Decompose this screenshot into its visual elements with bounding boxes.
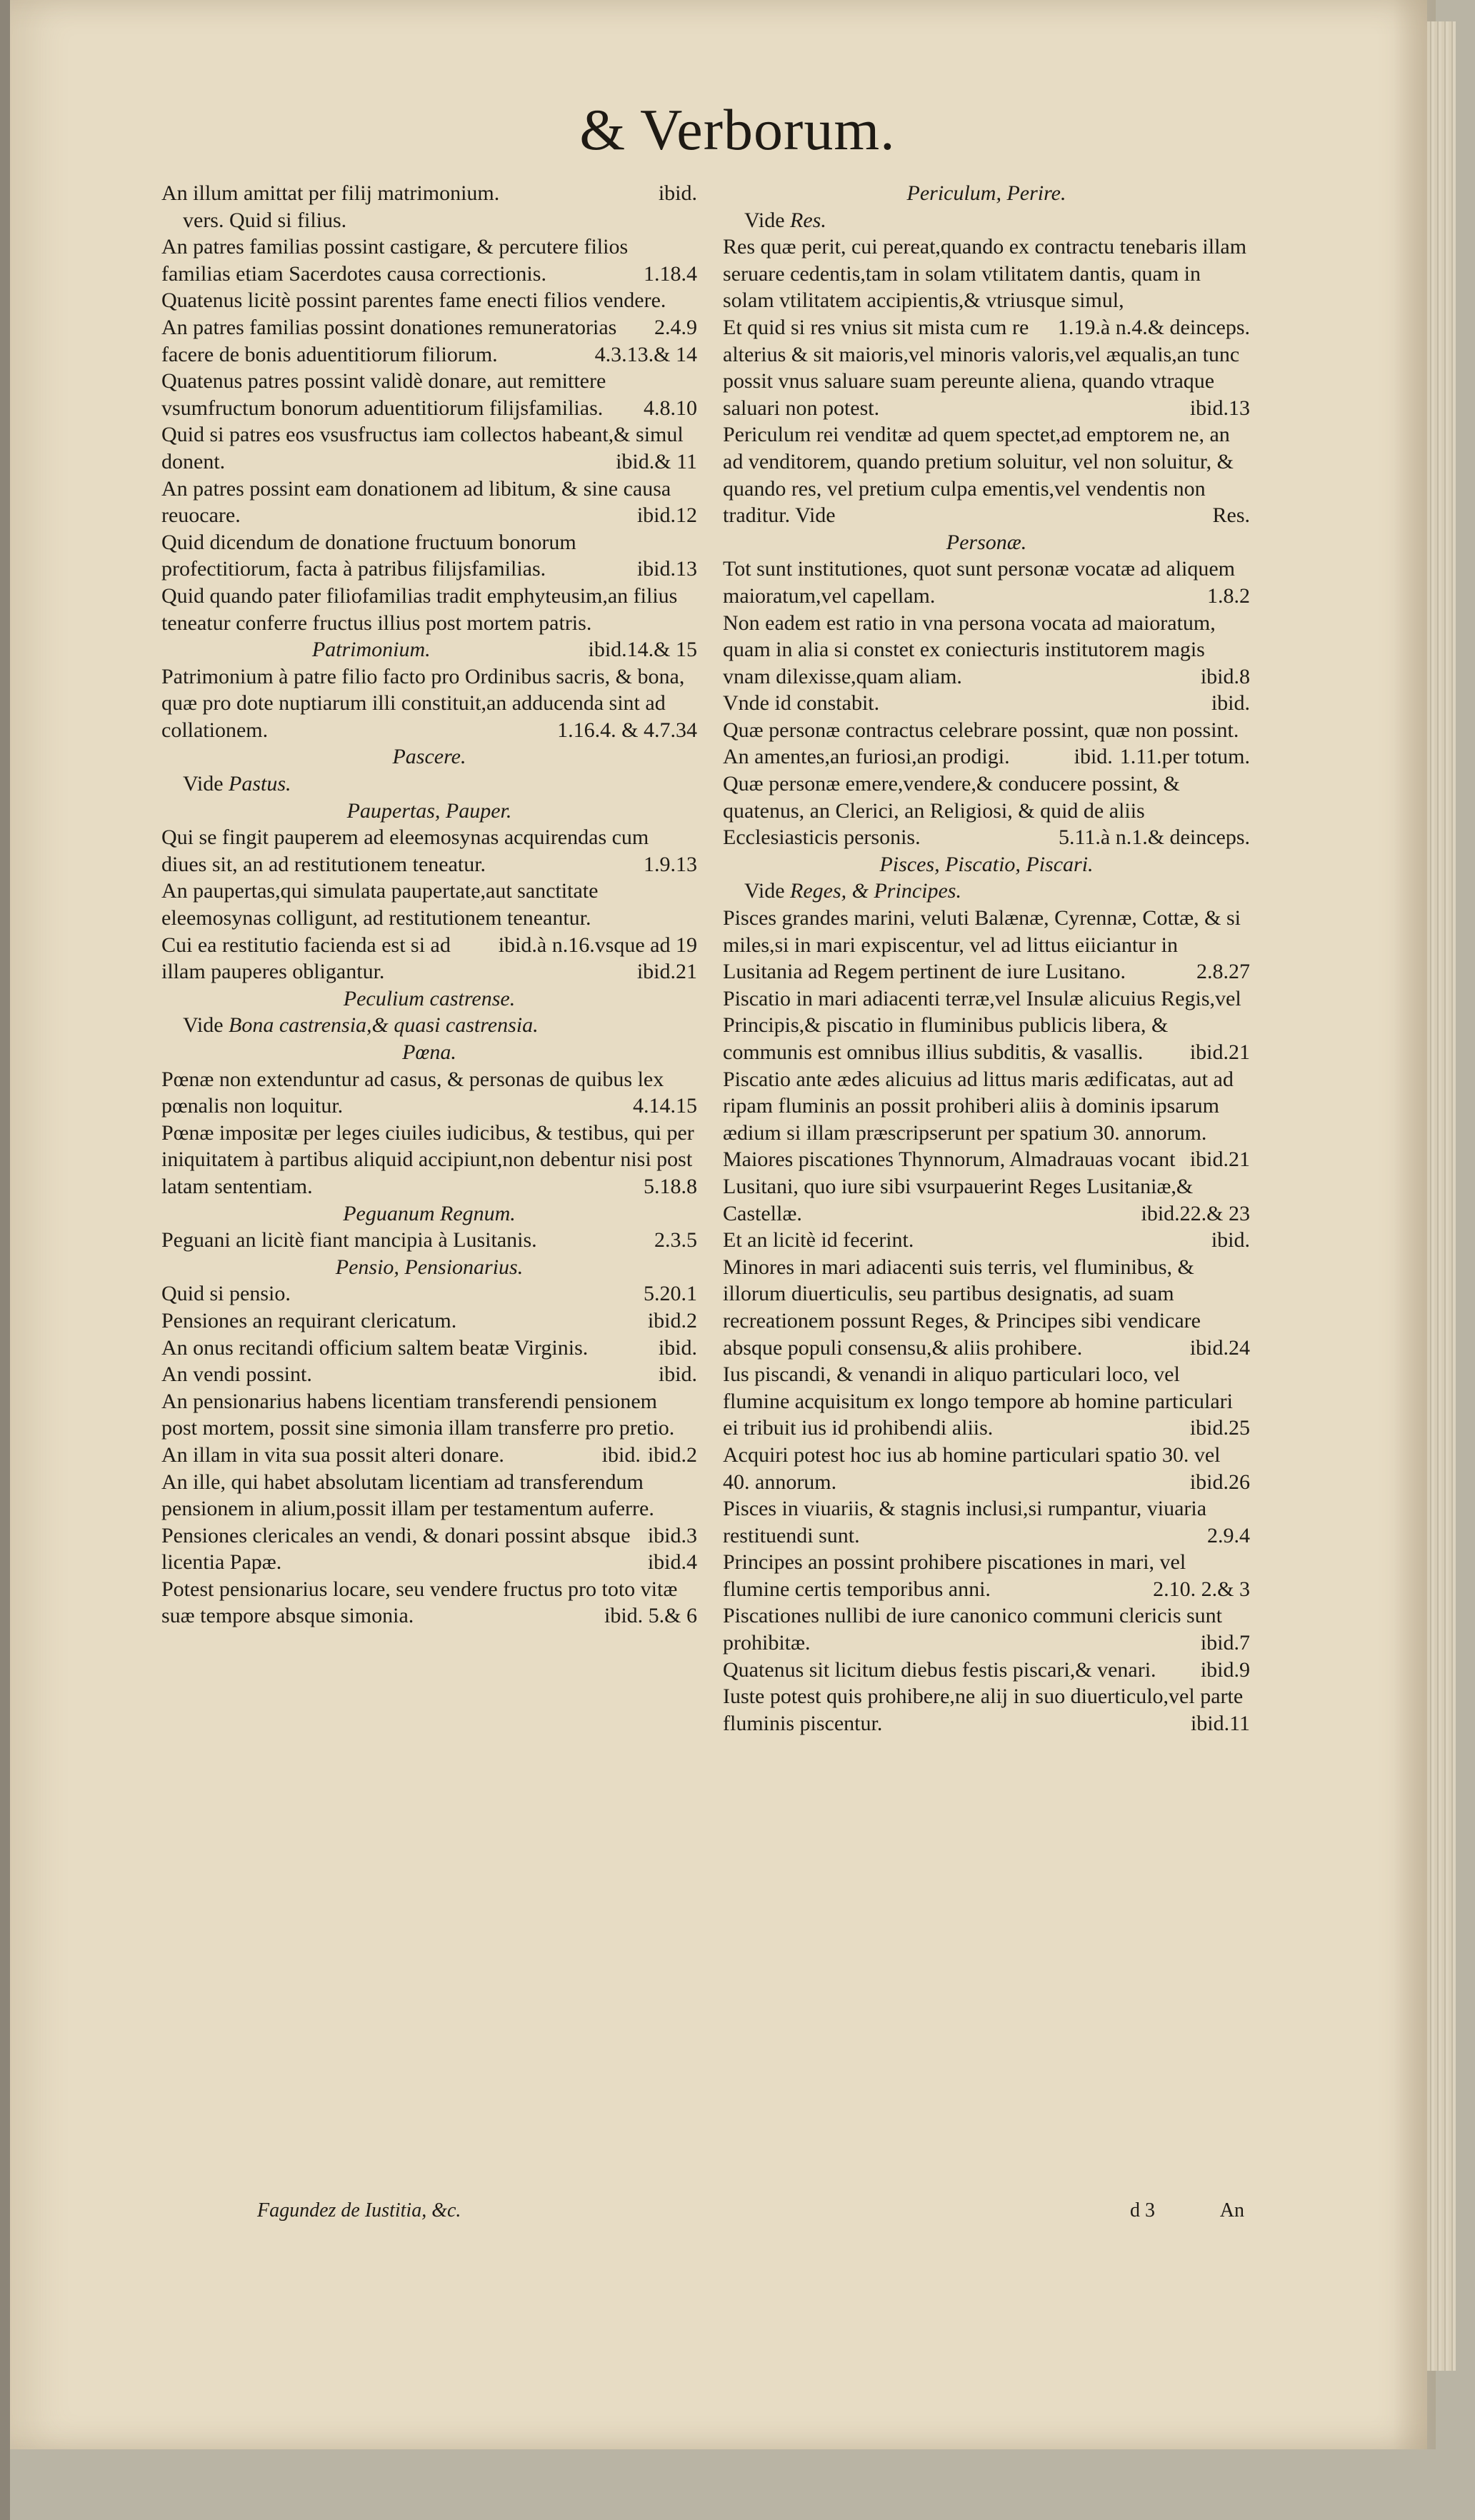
index-entry bbox=[161, 1576, 697, 1630]
see-also-target: Bona castrensia,& quasi castrensia. bbox=[229, 1013, 539, 1038]
see-also-reference bbox=[161, 770, 697, 798]
index-entry bbox=[723, 1442, 1250, 1495]
entry-text: Pœnæ non extenduntur ad casus, & personas de quibus lex pœnalis non loquitur. bbox=[161, 1067, 664, 1118]
entry-reference: 1.11.per totum. bbox=[1119, 745, 1250, 769]
entry-reference: ibid.9 bbox=[1200, 1657, 1250, 1682]
entry-text: Et an licitè id fecerint. bbox=[723, 1228, 914, 1253]
entry-text: Quæ personæ contractus celebrare possint, quæ non possint. bbox=[723, 718, 1239, 742]
see-also-target: Pastus. bbox=[229, 772, 291, 796]
see-also-target: Reges, & Principes. bbox=[790, 879, 961, 903]
signature-mark: d 3 bbox=[1130, 2199, 1155, 2222]
entry-reference: ibid.7 bbox=[1200, 1631, 1250, 1655]
entry-text: Quatenus patres possint validè donare, aut remittere vsumfructum bonorum aduentitiorum filijsfamilias. bbox=[161, 369, 606, 420]
entry-reference: ibid.21 bbox=[636, 960, 697, 984]
see-also-reference bbox=[723, 878, 1250, 905]
entry-text: Periculum rei venditæ ad quem spectet,ad emptorem ne, an ad venditorem, quando pretium soluitur, vel non soluitur, & quando res, vel pretium culpa ementis,vel vendentis non traditur. Vide bbox=[723, 423, 1234, 528]
footer-title: Fagundez de Iustitia, &c. bbox=[257, 2199, 461, 2222]
entry-reference: 4.3.13.& 14 bbox=[594, 342, 697, 366]
entry-reference: ibid.8 bbox=[1200, 664, 1250, 688]
entry-text: Pensiones clericales an vendi, & donari possint absque licentia Papæ. bbox=[161, 1523, 631, 1575]
index-entry bbox=[161, 1469, 697, 1547]
right-column bbox=[723, 180, 1250, 1737]
index-entry bbox=[723, 1549, 1250, 1602]
entry-text: Non eadem est ratio in vna persona vocata ad maioratum, quam in alia si constet ex coniecturis institutorem magis vnam dilexisse,quam aliam. bbox=[723, 611, 1216, 688]
entry-text: Ius piscandi, & venandi in aliquo particulari loco, vel flumine acquisitum ex longo tempore ab homine particulari ei tribuit ius id prohibendi aliis. bbox=[723, 1362, 1233, 1440]
entry-text: Patrimonium à patre filio facto pro Ordinibus sacris, & bona, quæ pro dote nuptiarum illi constituit,an adducenda sint ad collationem. bbox=[161, 664, 685, 742]
index-heading: Peculium castrense. bbox=[343, 986, 516, 1010]
index-entry bbox=[723, 905, 1250, 985]
entry-reference: ibid.25 bbox=[1189, 1416, 1250, 1440]
entry-text: Vnde id constabit. bbox=[723, 691, 880, 716]
index-entry bbox=[161, 1120, 697, 1200]
entry-text: Et quid si res vnius sit mista cum re alterius & sit maioris,vel minoris valoris,vel æqualis,an tunc possit vnus saluare suam pereunte aliena, quando vtraque saluari non potest. bbox=[723, 315, 1240, 420]
entry-reference: 5.18.8 bbox=[644, 1174, 697, 1198]
entry-text: Quid dicendum de donatione fructuum bonorum profectitiorum, facta à patribus filijsfamilias. bbox=[161, 530, 576, 581]
index-heading: Pœna. bbox=[402, 1040, 456, 1064]
index-heading: Pensio, Pensionarius. bbox=[335, 1255, 524, 1279]
entry-text: Piscatio ante ædes alicuius ad littus maris ædificatas, aut ad ripam fluminis an possit prohiberi aliis à dominis ipsarum ædium si illam præscripserunt per spatium 30. annorum. bbox=[723, 1067, 1234, 1145]
entry-reference: ibid.2 bbox=[647, 1308, 697, 1332]
index-entry bbox=[723, 610, 1250, 691]
entry-text: An paupertas,qui simulata paupertate,aut sanctitate eleemosynas colligunt, ad restitutionem teneantur. bbox=[161, 879, 599, 930]
index-entry bbox=[723, 985, 1250, 1066]
entry-reference: ibid.21 bbox=[1189, 1040, 1250, 1064]
entry-reference: 2.3.5 bbox=[654, 1228, 697, 1253]
entry-text: An vendi possint. bbox=[161, 1362, 312, 1387]
book-spine bbox=[0, 0, 10, 2520]
see-also-target: Res. bbox=[790, 208, 826, 232]
entry-text: Piscationes nullibi de iure canonico communi clericis sunt prohibitæ. bbox=[723, 1604, 1223, 1655]
entry-reference: ibid. bbox=[601, 1442, 641, 1467]
index-entry bbox=[723, 234, 1250, 339]
see-also-reference bbox=[723, 207, 1250, 234]
entry-reference: 4.14.15 bbox=[633, 1094, 697, 1118]
index-entry bbox=[161, 180, 697, 207]
entry-text: Quatenus licitè possint parentes fame enecti filios vendere. bbox=[161, 288, 666, 313]
entry-reference: ibid.4 bbox=[647, 1550, 697, 1575]
index-entry bbox=[161, 824, 697, 878]
entry-reference: 2.4.9 bbox=[654, 315, 697, 339]
index-entry bbox=[723, 1657, 1250, 1684]
entry-text: Minores in mari adiacenti suis terris, vel fluminibus, & illorum diuerticulis, seu partibus designatis, ad suam recreationem possunt Reges, & Principes sibi vendicare absque populi consensu,& aliis prohibere. bbox=[723, 1255, 1201, 1360]
entry-text: Pœnæ impositæ per leges ciuiles iudicibus, & testibus, qui per iniquitatem à partibus aliquid accipiunt,non debentur nisi post latam sententiam. bbox=[161, 1120, 694, 1198]
index-entry bbox=[161, 1227, 697, 1254]
entry-reference: ibid.2 bbox=[647, 1442, 697, 1467]
entry-reference: ibid. bbox=[1211, 1228, 1250, 1253]
entry-text: An amentes,an furiosi,an prodigi. bbox=[723, 745, 1010, 769]
entry-reference: ibid.13 bbox=[636, 557, 697, 581]
index-heading: Periculum, Perire. bbox=[906, 181, 1066, 205]
entry-reference: 2.10. 2.& 3 bbox=[1153, 1577, 1250, 1601]
index-entry bbox=[161, 1280, 697, 1307]
entry-text: Tot sunt institutiones, quot sunt personæ vocatæ ad aliquem maioratum,vel capellam. bbox=[723, 557, 1236, 608]
entry-reference: 1.18.4 bbox=[644, 261, 697, 286]
entry-text: An onus recitandi officium saltem beatæ Virginis. bbox=[161, 1335, 589, 1360]
index-entry bbox=[723, 421, 1250, 528]
index-entry bbox=[161, 529, 697, 583]
entry-reference: 1.19.à n.4.& deinceps. bbox=[1057, 315, 1250, 339]
see-also-prefix: Vide bbox=[183, 772, 224, 796]
entry-reference: ibid. 5.& 6 bbox=[604, 1604, 697, 1628]
entry-text: An illum amittat per filij matrimonium. bbox=[161, 181, 500, 205]
entry-text: Cui ea restitutio facienda est si ad illam pauperes obligantur. bbox=[161, 933, 451, 984]
index-entry bbox=[161, 421, 697, 475]
entry-text: Iuste potest quis prohibere,ne alij in suo diuerticulo,vel parte fluminis piscentur. bbox=[723, 1685, 1244, 1735]
index-entry bbox=[161, 1307, 697, 1335]
index-entry bbox=[723, 1683, 1250, 1737]
entry-text: Quid quando pater filiofamilias tradit emphyteusim,an filius teneatur conferre fructus illius post mortem patris. bbox=[161, 583, 678, 635]
entry-text: Quæ personæ emere,vendere,& conducere possint, & quatenus, an Clerici, an Religiosi, & quid de aliis Ecclesiasticis personis. bbox=[723, 772, 1180, 850]
entry-reference: 1.9.13 bbox=[644, 852, 697, 876]
entry-text: Qui se fingit pauperem ad eleemosynas acquirendas cum diues sit, an ad restitutionem teneatur. bbox=[161, 825, 649, 876]
entry-reference: ibid. bbox=[1211, 691, 1250, 716]
see-also-prefix: Vide bbox=[744, 879, 785, 903]
index-entry bbox=[723, 690, 1250, 717]
index-entry bbox=[723, 770, 1250, 851]
index-entry bbox=[161, 663, 697, 744]
entry-reference: 5.20.1 bbox=[644, 1282, 697, 1306]
entry-reference: ibid.à n.16.vsque ad 19 bbox=[498, 933, 697, 957]
index-entry bbox=[161, 1361, 697, 1388]
entry-reference: 2.8.27 bbox=[1196, 960, 1250, 984]
index-entry bbox=[723, 1495, 1250, 1549]
entry-reference: ibid.22.& 23 bbox=[1141, 1201, 1250, 1225]
entry-text: Pisces grandes marini, veluti Balænæ, Cyrennæ, Cottæ, & si miles,si in mari expiscentur, vel ad littus eiiciantur in Lusitania ad Regem pertinent de iure Lusitano. bbox=[723, 906, 1241, 984]
see-also-reference bbox=[161, 1012, 697, 1039]
entry-reference: ibid. bbox=[658, 1335, 697, 1360]
index-entry bbox=[723, 1602, 1250, 1656]
catchword: An bbox=[1219, 2199, 1244, 2222]
entry-reference: ibid.26 bbox=[1189, 1470, 1250, 1494]
entry-reference: ibid.& 11 bbox=[616, 449, 697, 473]
index-heading: Personæ. bbox=[946, 530, 1027, 554]
entry-text: An pensionarius habens licentiam transferendi pensionem post mortem, possit sine simonia illam transferre pro pretio. bbox=[161, 1389, 675, 1440]
entry-reference: ibid.3 bbox=[647, 1523, 697, 1547]
index-entry bbox=[723, 1146, 1250, 1227]
index-heading: Pisces, Piscatio, Piscari. bbox=[879, 852, 1094, 876]
entry-text: An ille, qui habet absolutam licentiam ad transferendum pensionem in alium,possit illam per testamentum auferre. bbox=[161, 1470, 654, 1521]
entry-text: Quid si pensio. bbox=[161, 1282, 291, 1306]
entry-reference: ibid.12 bbox=[636, 503, 697, 528]
index-entry bbox=[161, 1522, 697, 1576]
entry-text: Piscatio in mari adiacenti terræ,vel Insulæ alicuius Regis,vel Principis,& piscatio in fluminibus publicis libera, & communis est omnibus illius subditis, & vasallis. bbox=[723, 986, 1241, 1064]
index-heading: Pascere. bbox=[392, 745, 466, 769]
see-also-prefix: Vide bbox=[744, 208, 785, 232]
entry-reference: ibid. bbox=[658, 181, 697, 205]
entry-text: Principes an possint prohibere piscationes in mari, vel flumine certis temporibus anni. bbox=[723, 1550, 1186, 1601]
running-head: & Verborum. bbox=[579, 97, 896, 162]
entry-reference: ibid.13 bbox=[1189, 396, 1250, 420]
entry-text: vers. Quid si filius. bbox=[183, 208, 347, 232]
index-heading: Paupertas, Pauper. bbox=[346, 798, 512, 823]
index-heading: Peguanum Regnum. bbox=[343, 1201, 516, 1225]
entry-text: Quid si patres eos vsusfructus iam collectos habeant,& simul donent. bbox=[161, 423, 684, 473]
entry-reference: 4.8.10 bbox=[644, 396, 697, 420]
index-entry bbox=[723, 1361, 1250, 1442]
entry-reference: 1.8.2 bbox=[1207, 583, 1250, 608]
index-entry bbox=[723, 1066, 1250, 1172]
index-entry bbox=[161, 234, 697, 287]
entry-text: An illam in vita sua possit alteri donare. bbox=[161, 1442, 504, 1467]
index-entry bbox=[161, 207, 697, 234]
entry-reference: ibid.14.& 15 bbox=[588, 638, 697, 662]
entry-text: Pensiones an requirant clericatum. bbox=[161, 1308, 457, 1332]
index-entry bbox=[161, 1335, 697, 1362]
index-entry bbox=[161, 368, 697, 421]
index-entry bbox=[723, 556, 1250, 609]
index-entry bbox=[161, 314, 697, 368]
index-entry bbox=[723, 1254, 1250, 1361]
index-entry bbox=[161, 476, 697, 529]
entry-reference: ibid. bbox=[1074, 745, 1113, 769]
entry-text: Maiores piscationes Thynnorum, Almadrauas vocant Lusitani, quo iure sibi vsurpauerint Reges Lusitaniæ,& Castellæ. bbox=[723, 1148, 1194, 1225]
index-entry bbox=[161, 1066, 697, 1120]
footer-right bbox=[1130, 2199, 1244, 2222]
entry-text: Pisces in viuariis, & stagnis inclusi,si rumpantur, viuaria restituendi sunt. bbox=[723, 1497, 1207, 1547]
entry-reference: ibid. bbox=[658, 1362, 697, 1387]
see-also-prefix: Vide bbox=[183, 1013, 224, 1038]
entry-text: Quatenus sit licitum diebus festis piscari,& venari. bbox=[723, 1657, 1156, 1682]
entry-reference: ibid.24 bbox=[1189, 1335, 1250, 1360]
entry-reference: Res. bbox=[1212, 503, 1250, 528]
index-entry bbox=[161, 878, 697, 957]
page-edges bbox=[1427, 21, 1456, 2371]
index-entry bbox=[161, 1442, 697, 1469]
index-heading: Patrimonium. bbox=[311, 638, 431, 662]
index-entry bbox=[161, 287, 697, 339]
entry-text: An patres possint eam donationem ad libitum, & sine causa reuocare. bbox=[161, 476, 671, 528]
entry-text: Potest pensionarius locare, seu vendere fructus pro toto vitæ suæ tempore absque simonia. bbox=[161, 1577, 678, 1628]
entry-reference: 1.16.4. & 4.7.34 bbox=[557, 718, 697, 742]
entry-reference: 5.11.à n.1.& deinceps. bbox=[1059, 825, 1250, 850]
entry-reference: 2.9.4 bbox=[1207, 1523, 1250, 1547]
entry-text: Acquiri potest hoc ius ab homine particulari spatio 30. vel 40. annorum. bbox=[723, 1442, 1221, 1494]
entry-text: An patres familias possint donationes remuneratorias facere de bonis aduentitiorum filiorum. bbox=[161, 315, 617, 366]
left-column bbox=[161, 180, 697, 1630]
index-entry bbox=[723, 1227, 1250, 1254]
entry-text: Peguani an licitè fiant mancipia à Lusitanis. bbox=[161, 1228, 537, 1253]
entry-text: An patres familias possint castigare, & percutere filios familias etiam Sacerdotes causa correctionis. bbox=[161, 235, 629, 286]
entry-text: Res quæ perit, cui pereat,quando ex contractu tenebaris illam seruare cedentis,tam in solam vtilitatem dantis, quam in solam vtilitatem accipientis,& vtriusque simul, bbox=[723, 235, 1247, 313]
entry-reference: ibid.21 bbox=[1189, 1148, 1250, 1172]
entry-reference: ibid.11 bbox=[1190, 1711, 1250, 1735]
